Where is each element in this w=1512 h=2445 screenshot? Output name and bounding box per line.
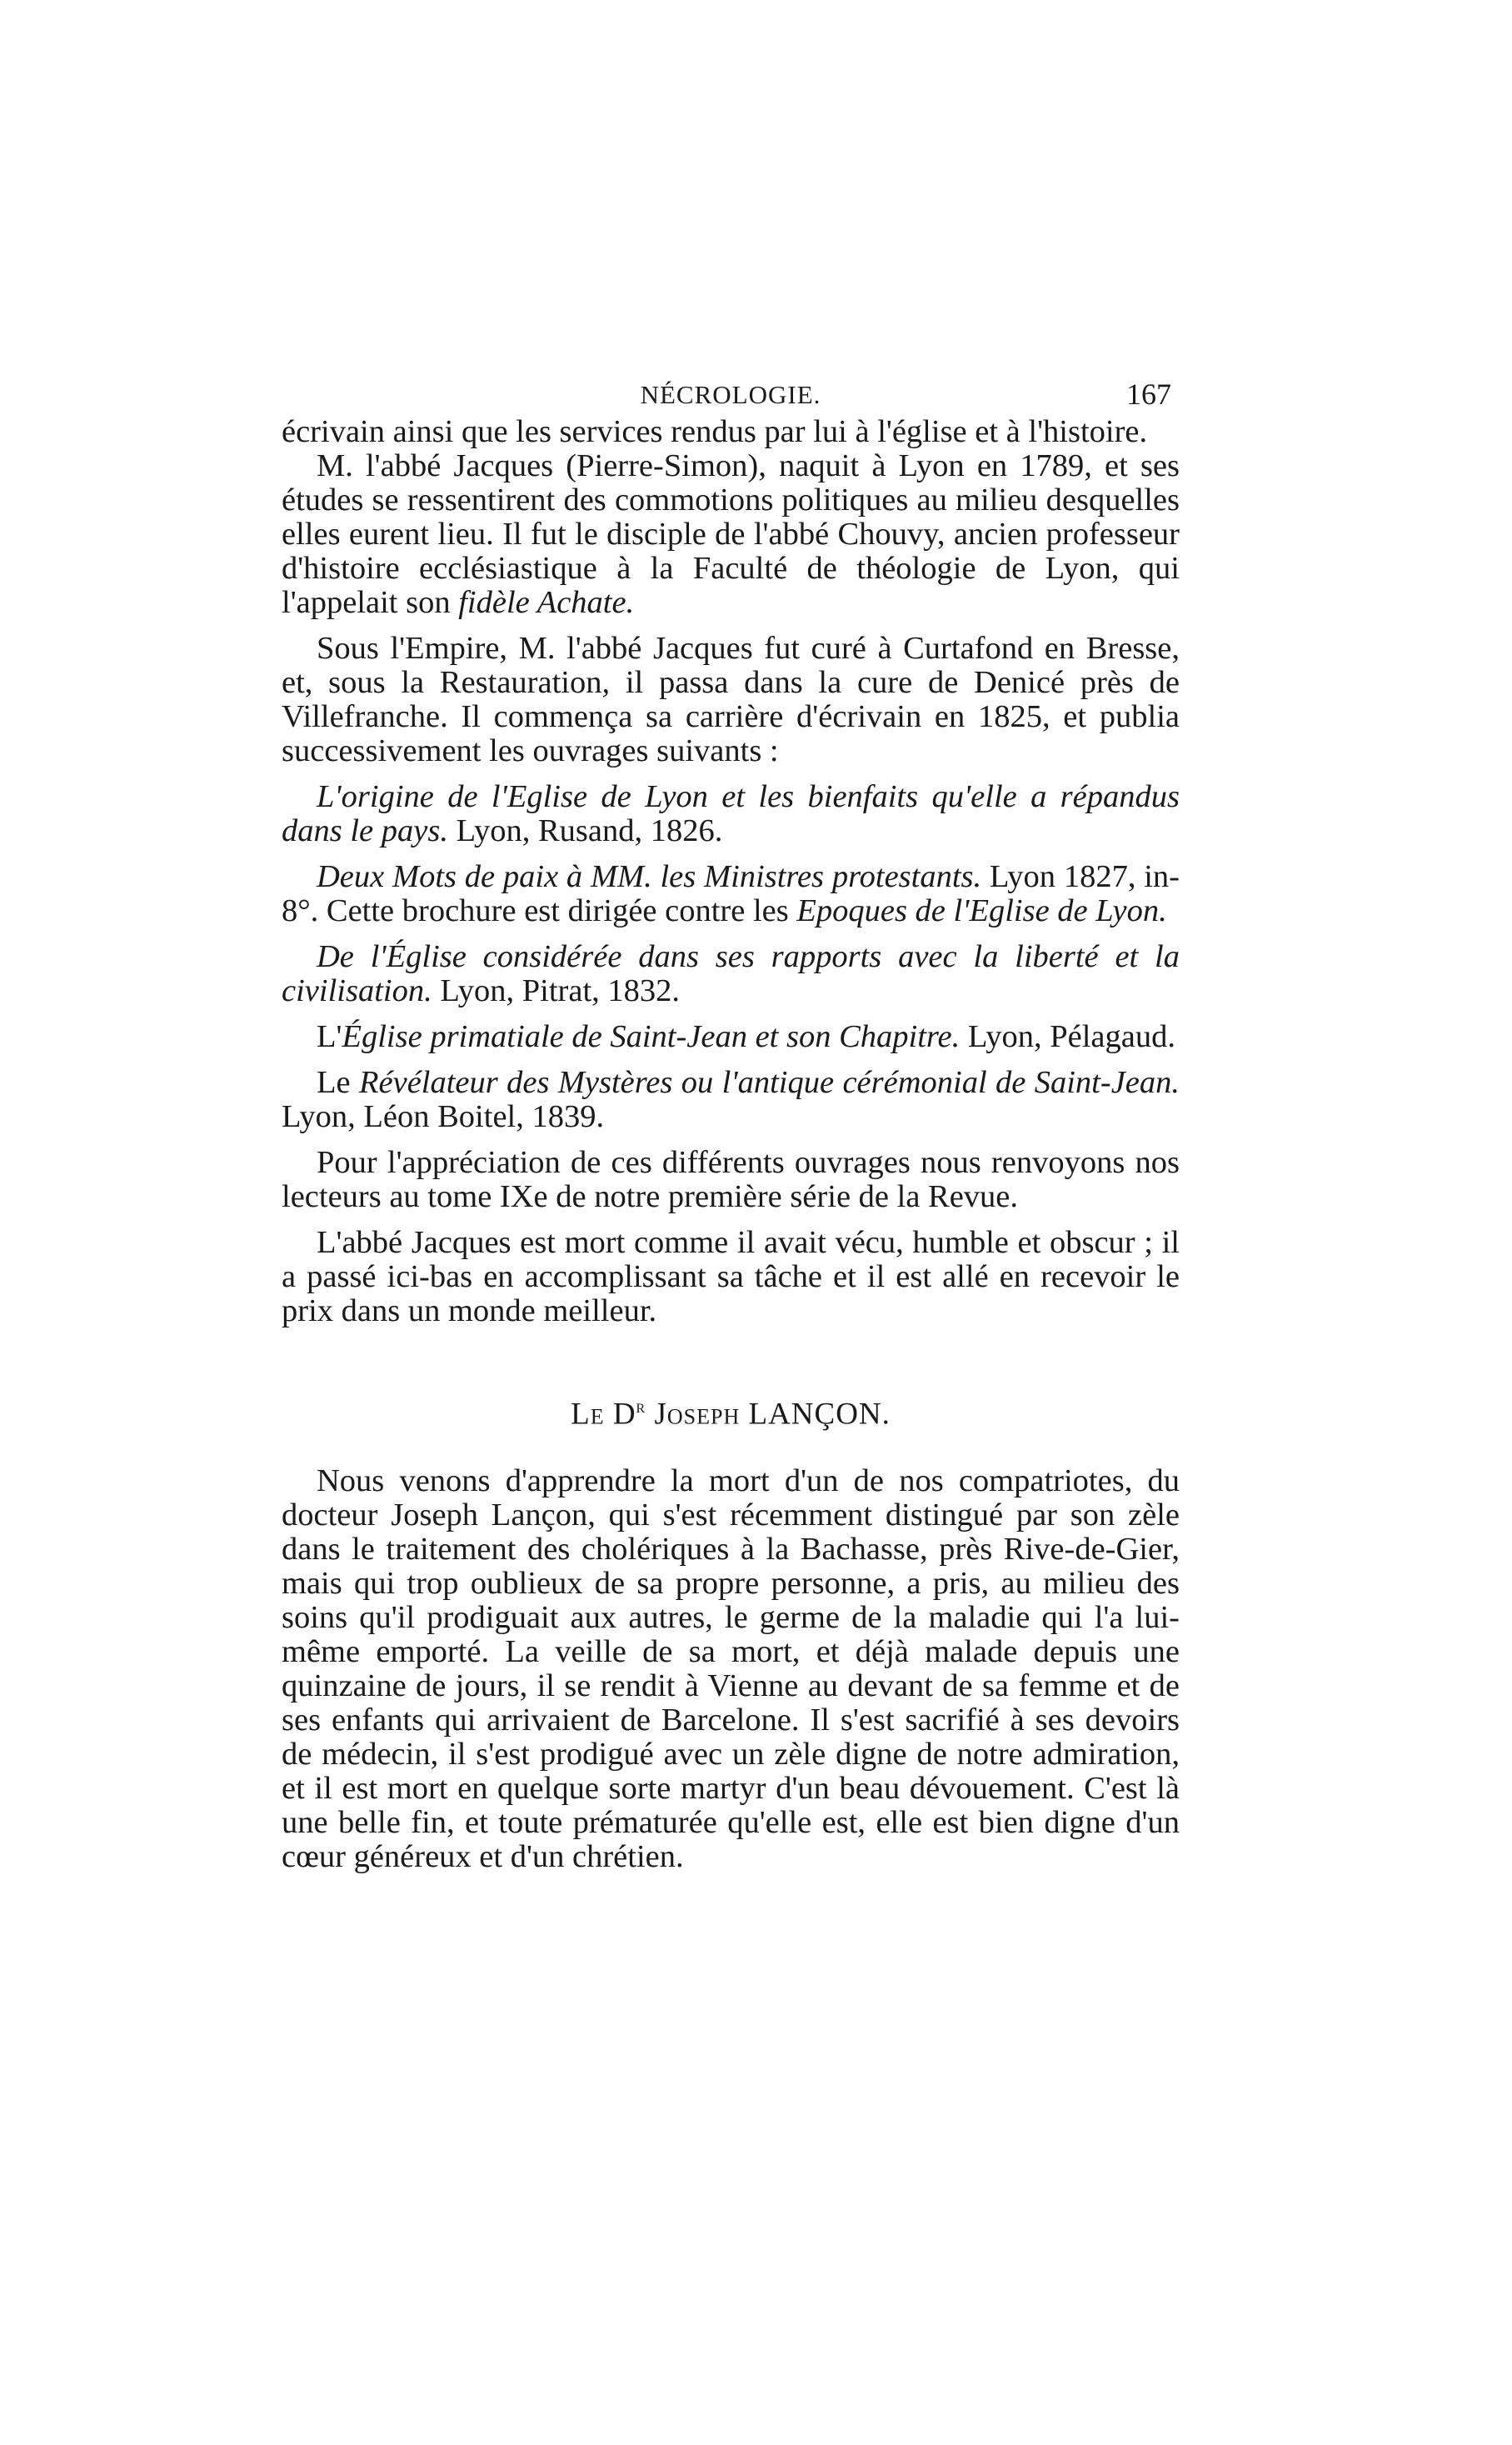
book-imprint-2: Lyon 1827, in-8°. Cette brochure est dirigée contre les	[282, 859, 1180, 928]
book-prefix-4: L'	[317, 1019, 342, 1054]
biography-nickname: fidèle Achate.	[458, 585, 635, 620]
running-header	[282, 373, 1180, 415]
heading-superscript: r	[636, 1396, 646, 1417]
book-title-1: L'origine de l'Eglise de Lyon et les bienfaits qu'elle a répandus dans le pays.	[282, 779, 1180, 848]
bibliography-entry-1	[282, 780, 1180, 848]
biography-text: M. l'abbé Jacques (Pierre-Simon), naquit à Lyon en 1789, et ses études se ressentirent des commotions politiques au milieu desquelles elles eurent lieu. Il fut le disciple de l'abbé Chouvy, ancien professeur d'histoire ecclésiastique à la Faculté de théologie de Lyon, qui l'appelait son	[282, 448, 1180, 620]
bibliography-entry-4	[282, 1020, 1180, 1054]
heading-name: Joseph LANÇON.	[646, 1397, 891, 1432]
running-title: NÉCROLOGIE.	[640, 380, 821, 409]
bibliography-entry-3	[282, 940, 1180, 1008]
heading-prefix: Le D	[571, 1397, 636, 1432]
section-heading	[282, 1388, 1180, 1432]
book-imprint-4: Lyon, Pélagaud.	[960, 1019, 1175, 1054]
book-title-5: Révélateur des Mystères ou l'antique cérémonial de Saint-Jean.	[359, 1065, 1180, 1100]
book-title-3: De l'Église considérée dans ses rapports avec la liberté et la civilisation.	[282, 939, 1180, 1008]
book-prefix-5: Le	[317, 1065, 359, 1100]
paragraph-continuation: écrivain ainsi que les services rendus par lui à l'église et à l'histoire.	[282, 414, 1148, 449]
paragraph-career: Sous l'Empire, M. l'abbé Jacques fut curé à Curtafond en Bresse, et, sous la Restauration, il passa dans la cure de Denicé près de Villefranche. Il commença sa carrière d'écrivain en 1825, et publia successivement les ouvrages suivants :	[282, 631, 1180, 768]
book-imprint-5: Lyon, Léon Boitel, 1839.	[282, 1099, 605, 1134]
book-title-4: Église primatiale de Saint-Jean et son Chapitre.	[342, 1019, 961, 1054]
book-imprint-1: Lyon, Rusand, 1826.	[447, 813, 723, 848]
page-number: 167	[1126, 378, 1171, 411]
paragraph-biography	[282, 449, 1180, 620]
book-title-2: Deux Mots de paix à MM. les Ministres protestants.	[317, 859, 982, 894]
paragraph-obituary: Nous venons d'apprendre la mort d'un de nos compatriotes, du docteur Joseph Lançon, qui s'est récemment distingué par son zèle dans le traitement des cholériques à la Bachasse, près Rive-de-Gier, mais qui trop oublieux de sa propre personne, a pris, au milieu des soins qu'il prodiguait aux autres, le germe de la maladie qui l'a lui-même emporté. La veille de sa mort, et déjà malade depuis une quinzaine de jours, il se rendit à Vienne au devant de sa femme et de ses enfants qui arrivaient de Barcelone. Il s'est sacrifié à ses devoirs de médecin, il s'est prodigué avec un zèle digne de notre admiration, et il est mort en quelque sorte martyr d'un beau dévouement. C'est là une belle fin, et toute prématurée qu'elle est, elle est bien digne d'un cœur généreux et d'un chrétien.	[282, 1463, 1180, 1875]
bibliography-entry-2	[282, 860, 1180, 928]
bibliography-entry-5	[282, 1066, 1180, 1134]
book-imprint-3: Lyon, Pitrat, 1832.	[432, 973, 681, 1008]
book-title-2-ref: Epoques de l'Eglise de Lyon.	[796, 893, 1167, 928]
book-page	[282, 373, 1180, 1874]
paragraph-reference: Pour l'appréciation de ces différents ouvrages nous renvoyons nos lecteurs au tome IXe de notre première série de la Revue.	[282, 1145, 1180, 1214]
paragraph-conclusion: L'abbé Jacques est mort comme il avait vécu, humble et obscur ; il a passé ici-bas en accomplissant sa tâche et il est allé en recevoir le prix dans un monde meilleur.	[282, 1225, 1180, 1328]
